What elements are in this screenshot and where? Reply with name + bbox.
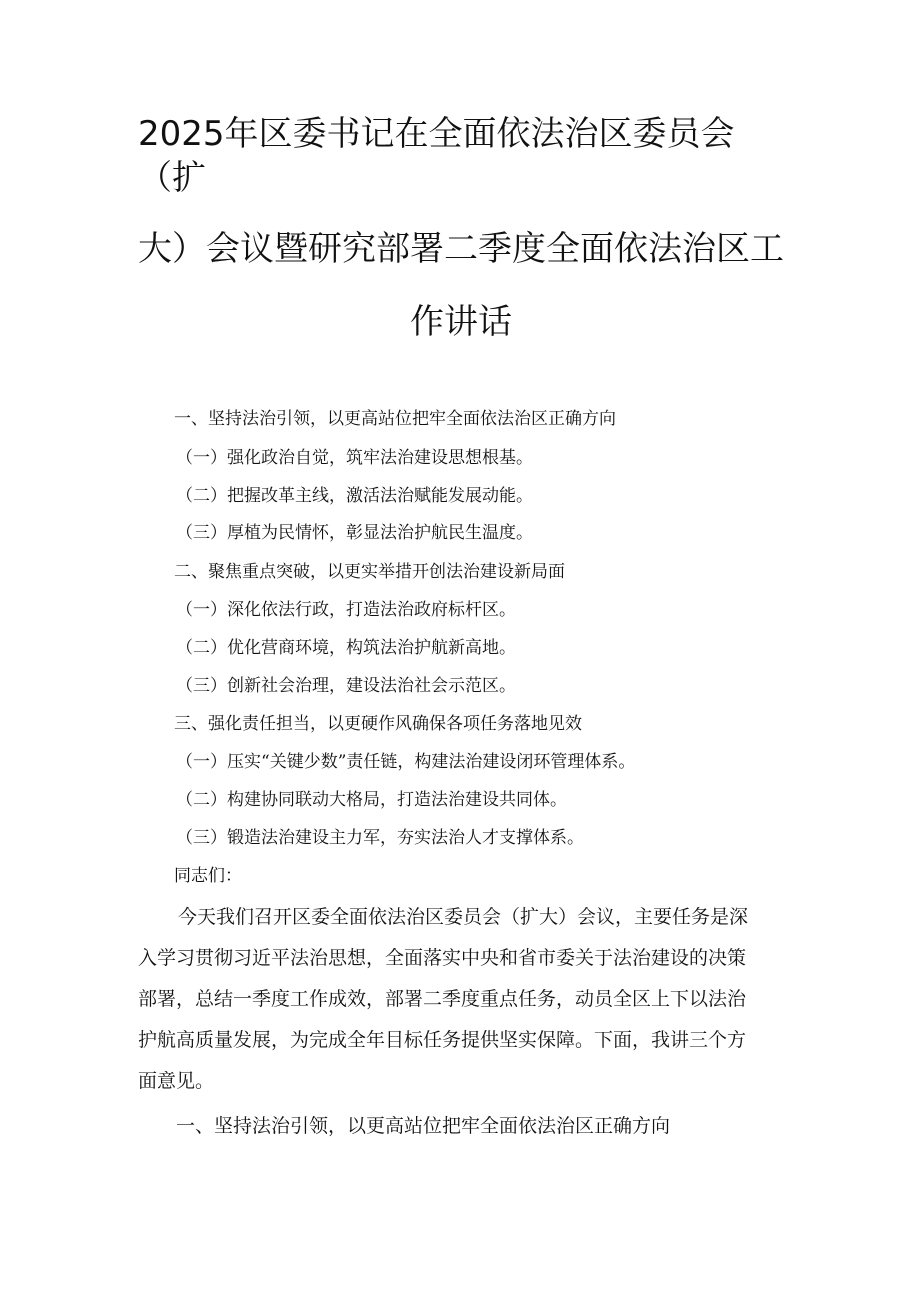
body-paragraph-line-5: 面意见。: [138, 1070, 215, 1092]
document-title-line-3: 大）会议暨研究部署二季度全面依法治区工: [138, 229, 784, 269]
outline-item-3-1: （一）压实“关键少数”责任链，构建法治建设闭环管理体系。: [176, 752, 636, 772]
outline-heading-3: 三、强化责任担当，以更硬作风确保各项任务落地见效: [174, 714, 582, 734]
document-title-line-1: 2025年区委书记在全面依法治区委员会: [138, 114, 735, 154]
outline-item-2-2: （二）优化营商环境，构筑法治护航新高地。: [176, 638, 516, 658]
outline-item-3-2: （二）构建协同联动大格局，打造法治建设共同体。: [176, 790, 567, 810]
outline-item-2-3: （三）创新社会治理，建设法治社会示范区。: [176, 676, 516, 696]
salutation: 同志们：: [174, 866, 242, 886]
outline-heading-1: 一、坚持法治引领，以更高站位把牢全面依法治区正确方向: [174, 409, 616, 429]
outline-item-1-2: （二）把握改革主线，激活法治赋能发展动能。: [176, 486, 533, 506]
body-paragraph-line-1: 今天我们召开区委全面依法治区委员会（扩大）会议，主要任务是深: [178, 906, 749, 928]
body-paragraph-line-3: 部署，总结一季度工作成效，部署二季度重点任务，动员全区上下以法治: [138, 988, 747, 1010]
outline-item-2-1: （一）深化依法行政，打造法治政府标杆区。: [176, 600, 516, 620]
section-heading-1: 一、坚持法治引领，以更高站位把牢全面依法治区正确方向: [176, 1115, 671, 1137]
outline-item-1-3: （三）厚植为民情怀，彰显法治护航民生温度。: [176, 523, 533, 543]
document-title-line-4: 作讲话: [410, 302, 512, 342]
body-paragraph-line-4: 护航高质量发展，为完成全年目标任务提供坚实保障。下面，我讲三个方: [138, 1029, 747, 1051]
body-paragraph-line-2: 入学习贯彻习近平法治思想，全面落实中央和省市委关于法治建设的决策: [138, 947, 747, 969]
outline-item-1-1: （一）强化政治自觉，筑牢法治建设思想根基。: [176, 448, 533, 468]
document-title-line-2: （扩: [138, 158, 206, 198]
outline-heading-2: 二、聚焦重点突破，以更实举措开创法治建设新局面: [174, 562, 565, 582]
outline-item-3-3: （三）锻造法治建设主力军，夯实法治人才支撑体系。: [176, 828, 584, 848]
